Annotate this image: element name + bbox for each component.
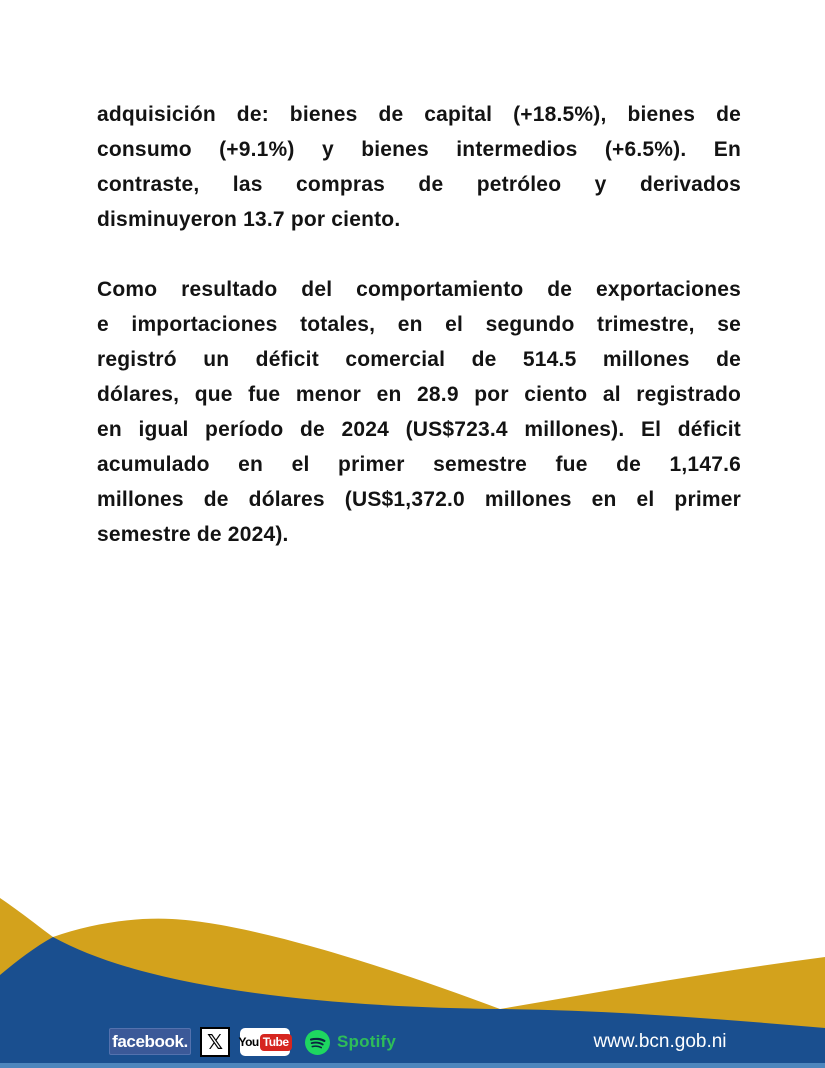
facebook-icon[interactable] <box>109 1028 191 1055</box>
text-line: semestre de 2024). <box>97 523 289 546</box>
x-glyph: 𝕏 <box>206 1030 224 1054</box>
text-line: dólares, que fue menor en 28.9 por ciento al registrado <box>97 383 741 406</box>
text-line: consumo (+9.1%) y bienes intermedios (+6.5%). En <box>97 138 741 161</box>
text-line: Como resultado del comportamiento de exportaciones <box>97 278 741 301</box>
youtube-icon[interactable] <box>240 1028 290 1056</box>
youtube-tube-label: Tube <box>260 1034 292 1051</box>
spotify-icon[interactable] <box>305 1029 396 1055</box>
text-line: millones de dólares (US$1,372.0 millones en el primer <box>97 488 741 511</box>
text-line: contraste, las compras de petróleo y derivados <box>97 173 741 196</box>
text-line: e importaciones totales, en el segundo trimestre, se <box>97 313 741 336</box>
text-line: en igual período de 2024 (US$723.4 millones). El déficit <box>97 418 741 441</box>
text-line: adquisición de: bienes de capital (+18.5%), bienes de <box>97 103 741 126</box>
paragraph-trade-deficit <box>97 272 741 552</box>
text-line: registró un déficit comercial de 514.5 millones de <box>97 348 741 371</box>
spotify-circle-glyph <box>305 1030 330 1055</box>
facebook-label: facebook. <box>112 1031 188 1051</box>
paragraph-imports <box>97 97 741 237</box>
text-line: acumulado en el primer semestre fue de 1,147.6 <box>97 453 741 476</box>
page-body-text <box>97 97 741 587</box>
youtube-you-label: You <box>238 1035 259 1049</box>
x-twitter-icon[interactable] <box>200 1027 230 1057</box>
website-link[interactable]: www.bcn.gob.ni <box>593 1031 727 1052</box>
bottom-light-strip <box>0 1063 825 1068</box>
spotify-label: Spotify <box>337 1032 397 1051</box>
text-line: disminuyeron 13.7 por ciento. <box>97 208 401 231</box>
